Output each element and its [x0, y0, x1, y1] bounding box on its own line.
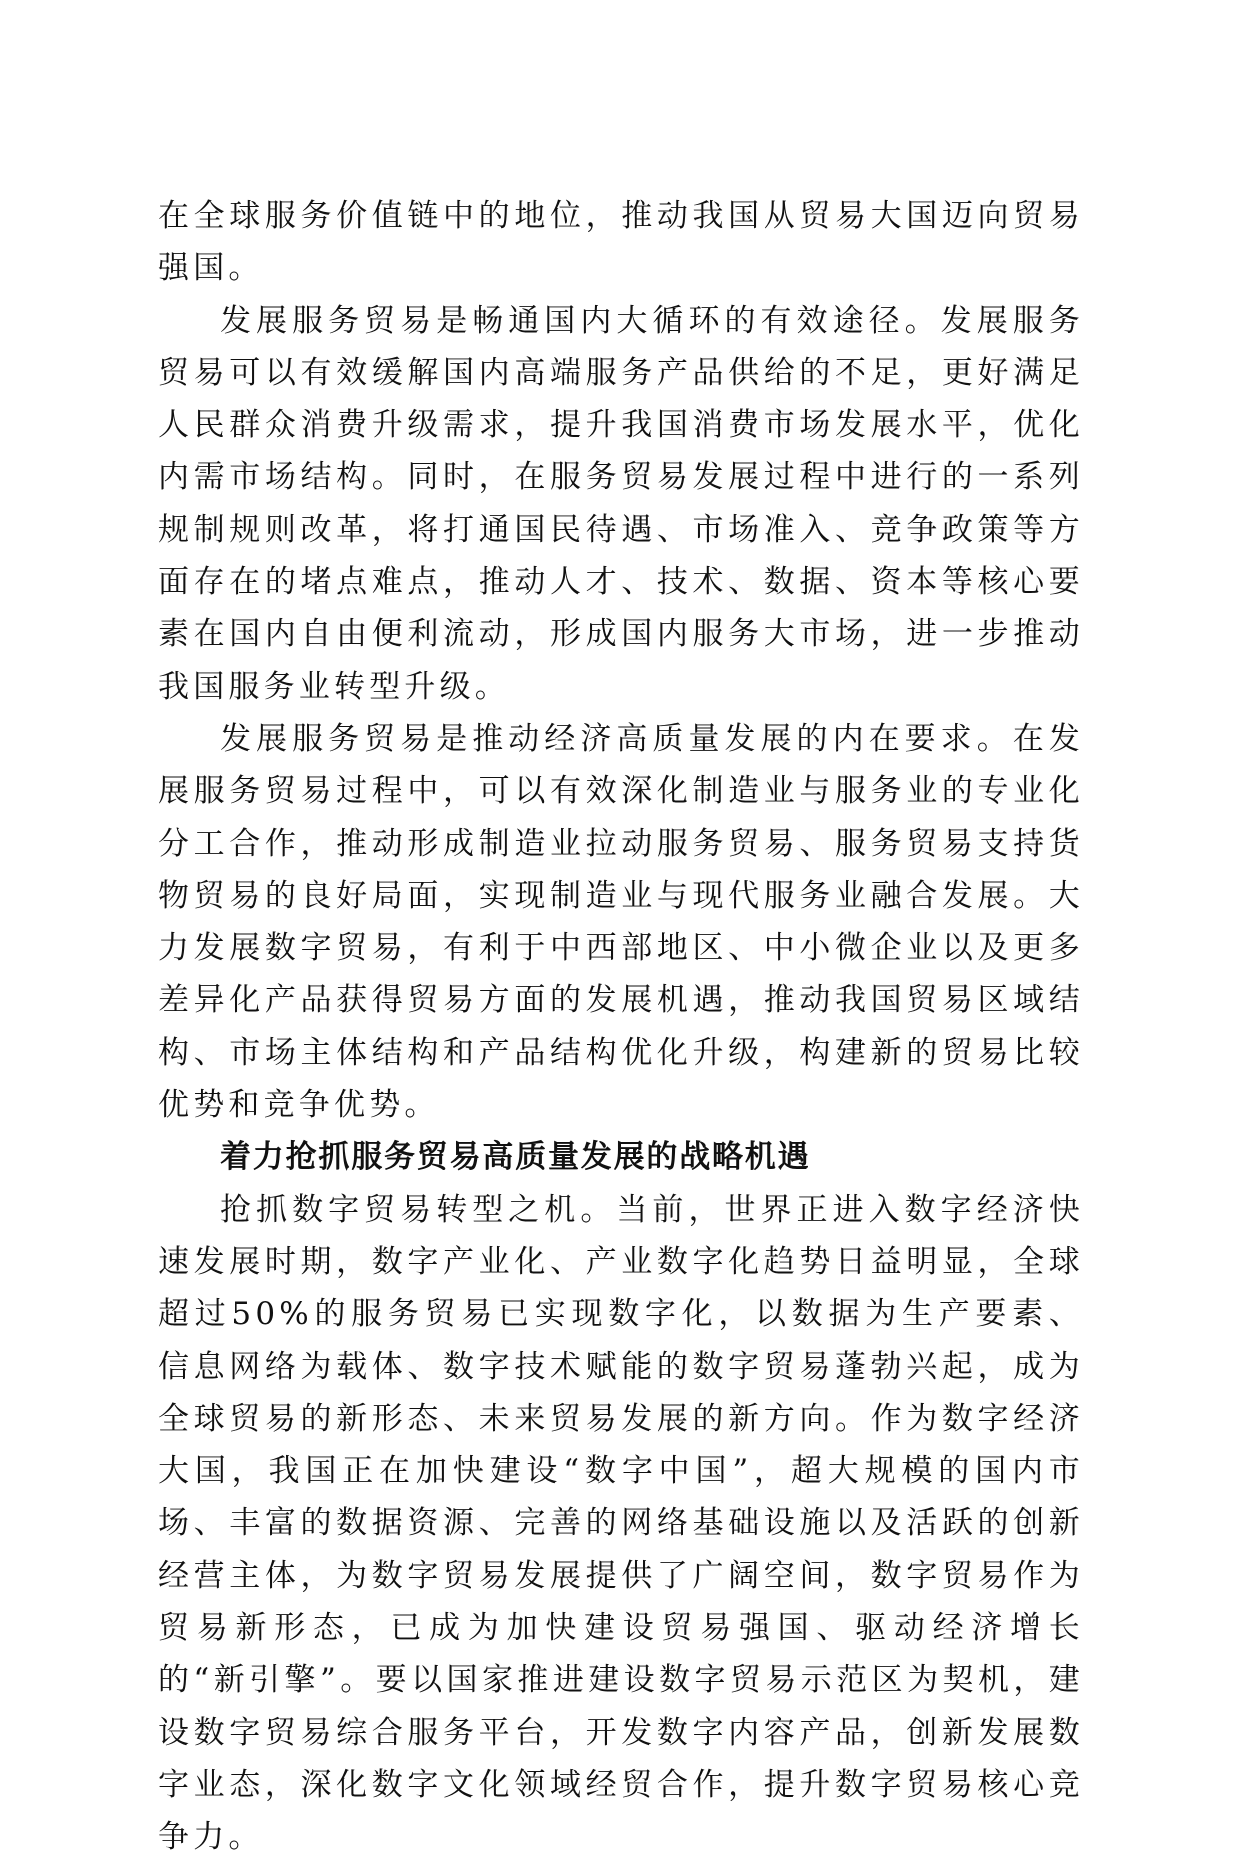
paragraph-domestic-circulation: 发展服务贸易是畅通国内大循环的有效途径。发展服务贸易可以有效缓解国内高端服务产品供给的不足，更好满足人民群众消费升级需求，提升我国消费市场发展水平，优化内需市场结构。同时，在服务贸易发展过程中进行的一系列规制规则改革，将打通国民待遇、市场准入、竞争政策等方面存在的堵点难点，推动人才、技术、数据、资本等核心要素在国内自由便利流动，形成国内服务大市场，进一步推动我国服务业转型升级。: [158, 302, 1084, 705]
paragraph-digital-trade: 抢抓数字贸易转型之机。当前，世界正进入数字经济快速发展时期，数字产业化、产业数字化趋势日益明显，全球超过50%的服务贸易已实现数字化，以数据为生产要素、信息网络为载体、数字技术赋能的数字贸易蓬勃兴起，成为全球贸易的新形态、未来贸易发展的新方向。作为数字经济大国，我国正在加快建设“数字中国”，超大规模的国内市场、丰富的数据资源、完善的网络基础设施以及活跃的创新经营主体，为数字贸易发展提供了广阔空间，数字贸易作为贸易新形态，已成为加快建设贸易强国、驱动经济增长的“新引擎”。要以国家推进建设数字贸易示范区为契机，建设数字贸易综合服务平台，开发数字内容产品，创新发展数字业态，深化数字文化领域经贸合作，提升数字贸易核心竞争力。: [158, 1191, 1084, 1856]
document-body: [158, 190, 1084, 1864]
paragraph-high-quality-development: 发展服务贸易是推动经济高质量发展的内在要求。在发展服务贸易过程中，可以有效深化制造业与服务业的专业化分工合作，推动形成制造业拉动服务贸易、服务贸易支持货物贸易的良好局面，实现制造业与现代服务业融合发展。大力发展数字贸易，有利于中西部地区、中小微企业以及更多差异化产品获得贸易方面的发展机遇，推动我国贸易区域结构、市场主体结构和产品结构优化升级，构建新的贸易比较优势和竞争优势。: [158, 720, 1084, 1124]
section-heading: 着力抢抓服务贸易高质量发展的战略机遇: [220, 1139, 811, 1176]
paragraph-continuation: 在全球服务价值链中的地位，推动我国从贸易大国迈向贸易强国。: [158, 198, 1084, 287]
